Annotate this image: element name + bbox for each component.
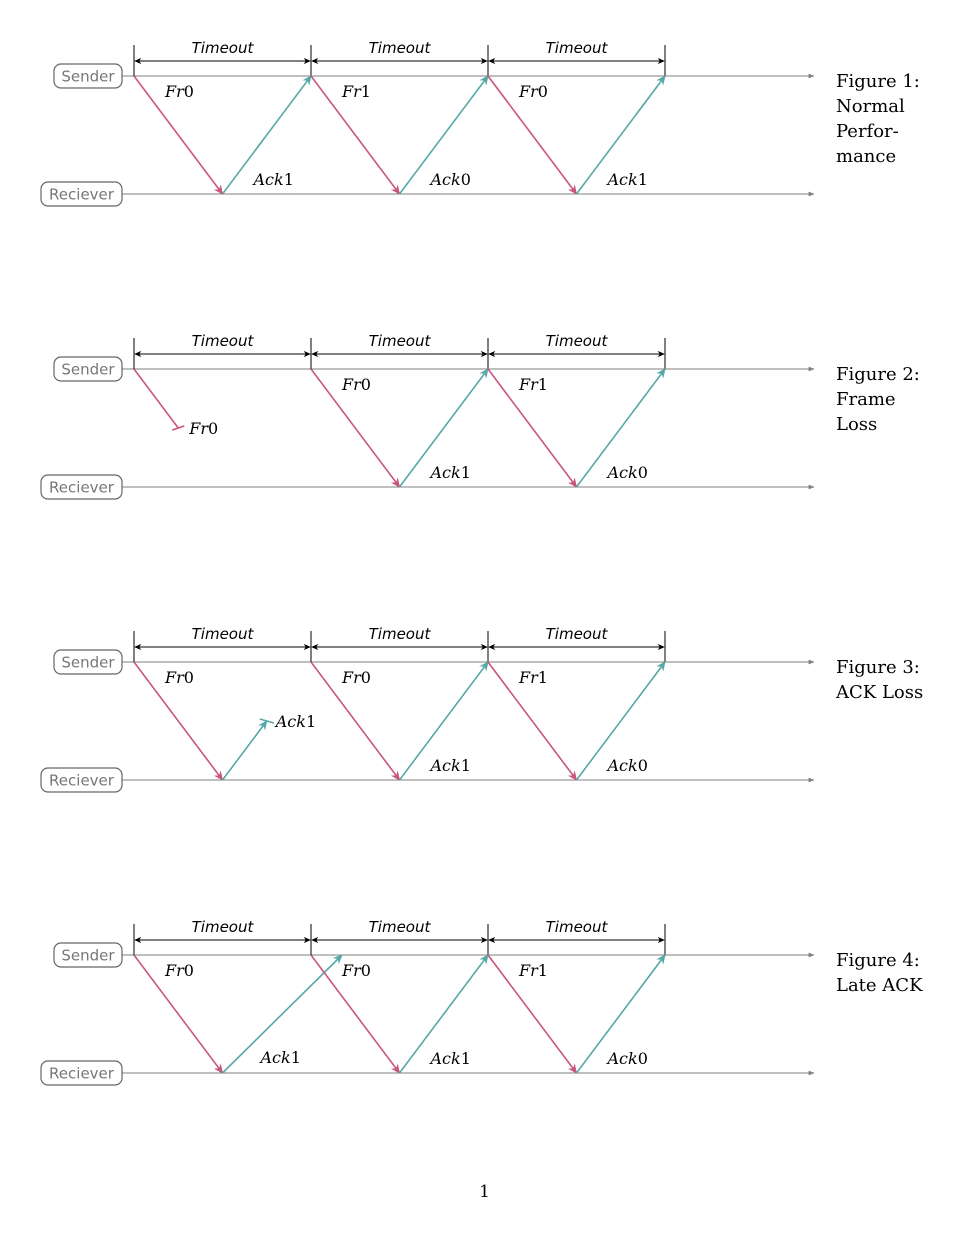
caption-line: mance [836,146,897,167]
sender-label [54,943,122,967]
diagram-2 [41,332,920,499]
frame-label: Fr1 [519,961,548,980]
figure-caption [836,71,920,167]
ack-label: Ack0 [430,170,471,189]
timeout-label: Timeout [368,918,431,936]
receiver-label [41,768,122,792]
sender-label [54,357,122,381]
ack-label: Ack1 [430,1049,471,1068]
figure-caption [836,364,920,435]
frame-label: Fr0 [342,668,371,687]
frame-label: Fr1 [519,668,548,687]
timeout-label: Timeout [545,918,608,936]
caption-line: Loss [836,414,878,435]
ack-label: Ack0 [607,756,648,775]
frame-label: Fr0 [165,668,194,687]
frame-label: Fr1 [519,375,548,394]
timeout-label: Timeout [191,918,254,936]
caption-line: Late ACK [836,975,923,996]
timeout-label: Timeout [545,39,608,57]
frame-label: Fr0 [165,82,194,101]
timeout-label: Timeout [191,39,254,57]
sender-text: Sender [61,360,115,379]
caption-line: Normal [836,96,905,117]
ack-lost-arrow [223,721,267,780]
figure-caption [835,657,923,703]
frame-lost-arrow [134,369,178,428]
caption-line: ACK Loss [836,682,924,703]
receiver-text: Reciever [49,478,114,497]
figure-caption [836,950,923,996]
sender-label [54,650,122,674]
receiver-text: Reciever [49,771,114,790]
receiver-label [41,182,122,206]
sender-label [54,64,122,88]
receiver-label [41,1061,122,1085]
page-number: 1 [479,1182,490,1202]
ack-label: Ack1 [275,712,317,731]
timeout-label: Timeout [368,332,431,350]
diagram-4 [41,918,923,1085]
frame-label: Fr1 [342,82,371,101]
receiver-text: Reciever [49,1064,114,1083]
timeout-label: Timeout [191,625,254,643]
sender-text: Sender [61,946,115,965]
ack-label: Ack1 [430,463,471,482]
frame-label: Fr0 [165,961,194,980]
caption-line: Figure 1: [836,71,920,92]
ack-label: Ack0 [607,463,648,482]
receiver-label [41,475,122,499]
timeout-label: Timeout [368,625,431,643]
diagram-1 [41,39,920,206]
timeout-label: Timeout [368,39,431,57]
loss-mark [260,719,274,723]
ack-label: Ack1 [607,170,648,189]
timeout-label: Timeout [545,625,608,643]
timeout-label: Timeout [191,332,254,350]
caption-line: Frame [836,389,896,410]
caption-line: Perfor- [836,121,899,142]
receiver-text: Reciever [49,185,114,204]
ack-label: Ack1 [260,1048,301,1067]
frame-label: Fr0 [342,375,371,394]
sender-text: Sender [61,653,115,672]
caption-line: Figure 4: [836,950,920,971]
ack-label: Ack1 [430,756,471,775]
diagram-3 [41,625,923,792]
sender-text: Sender [61,67,115,86]
caption-line: Figure 2: [836,364,920,385]
frame-label: Fr0 [519,82,548,101]
ack-label: Ack1 [253,170,294,189]
frame-label: Fr0 [342,961,371,980]
ack-label: Ack0 [607,1049,648,1068]
caption-line: Figure 3: [836,657,920,678]
timeout-label: Timeout [545,332,608,350]
frame-label: Fr0 [189,419,219,438]
loss-mark [172,426,184,430]
